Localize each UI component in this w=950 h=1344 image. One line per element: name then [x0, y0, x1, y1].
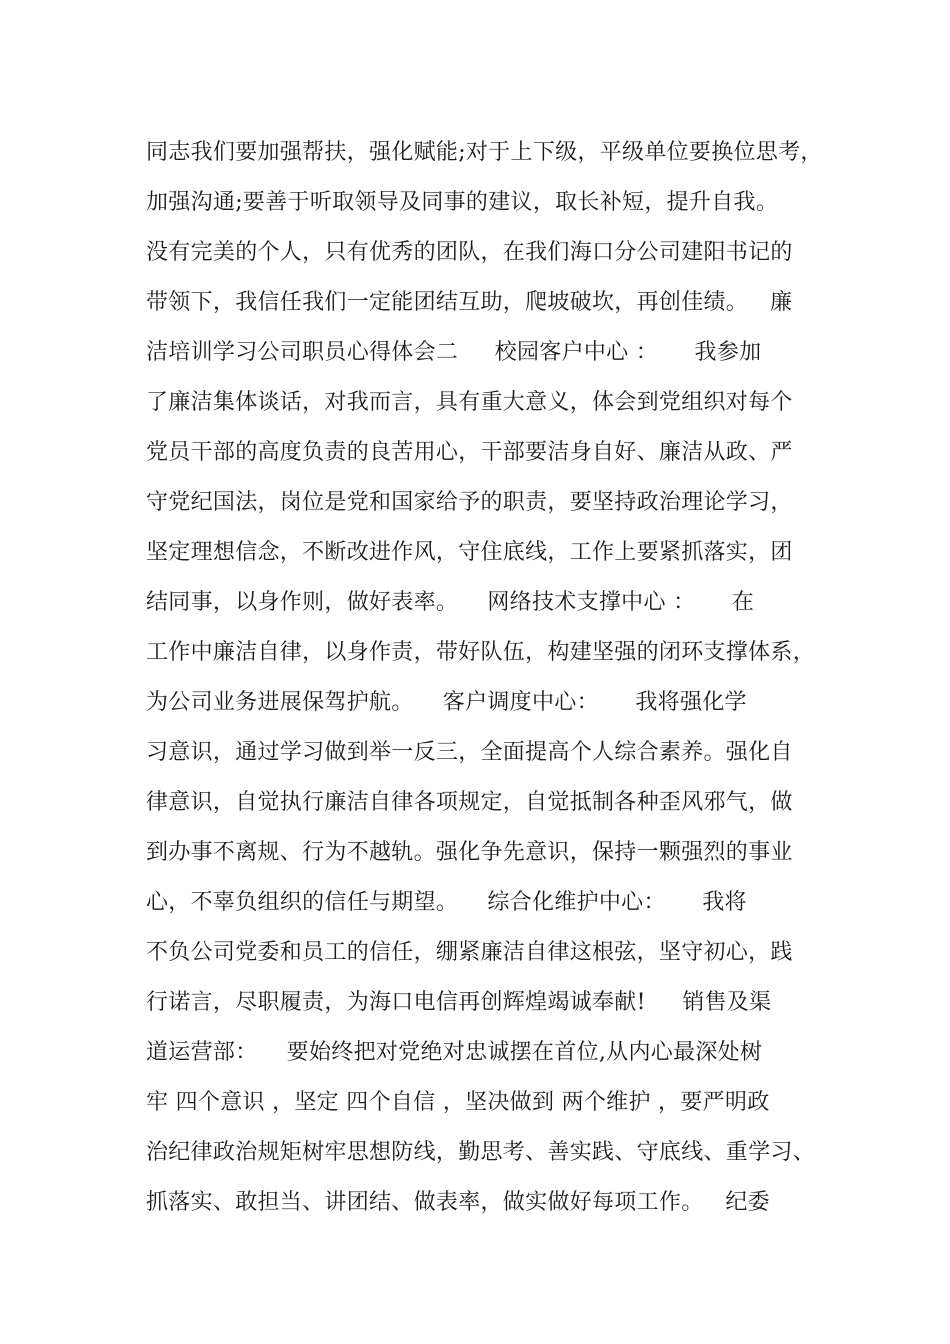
- text-line: 了廉洁集体谈话，对我而言，具有重大意义，体会到党组织对每个: [146, 390, 793, 415]
- text-line: 习意识，通过学习做到举一反三，全面提高个人综合素养。强化自: [146, 740, 793, 765]
- text-line: 到办事不离规、行为不越轨。强化争先意识，保持一颗强烈的事业: [146, 840, 793, 865]
- text-line: 心，不辜负组织的信任与期望。 综合化维护中心： 我将: [146, 890, 747, 915]
- text-line: 牢 四个意识 ，坚定 四个自信 ，坚决做到 两个维护 ，要严明政: [146, 1090, 770, 1115]
- text-line: 为公司业务进展保驾护航。 客户调度中心： 我将强化学: [146, 690, 747, 715]
- text-line: 结同事，以身作则，做好表率。 网络技术支撑中心 ： 在: [146, 590, 755, 615]
- text-line: 不负公司党委和员工的信任，绷紧廉洁自律这根弦，坚守初心，践: [146, 940, 793, 965]
- text-line: 抓落实、敢担当、讲团结、做表率，做实做好每项工作。 纪委: [146, 1190, 770, 1215]
- text-line: 治纪律政治规矩树牢思想防线，勤思考、善实践、守底线、重学习、: [146, 1140, 816, 1165]
- text-line: 没有完美的个人，只有优秀的团队，在我们海口分公司建阳书记的: [146, 240, 793, 265]
- text-line: 同志我们要加强帮扶，强化赋能;对于上下级，平级单位要换位思考，: [146, 140, 823, 165]
- text-line: 党员干部的高度负责的良苦用心，干部要洁身自好、廉洁从政、严: [146, 440, 793, 465]
- body-text: [146, 128, 826, 1228]
- text-line: 加强沟通;要善于听取领导及同事的建议，取长补短，提升自我。: [146, 190, 779, 215]
- text-line: 行诺言，尽职履责，为海口电信再创辉煌竭诚奉献! 销售及渠: [146, 990, 772, 1015]
- text-line: 工作中廉洁自律，以身作责，带好队伍，构建坚强的闭环支撑体系，: [146, 640, 816, 665]
- text-line: 坚定理想信念，不断改进作风，守住底线，工作上要紧抓落实，团: [146, 540, 793, 565]
- text-line: 洁培训学习公司职员心得体会二 校园客户中心 ： 我参加: [146, 340, 762, 365]
- text-line: 道运营部： 要始终把对党绝对忠诚摆在首位,从内心最深处树: [146, 1040, 763, 1065]
- text-line: 守党纪国法，岗位是党和国家给予的职责，要坚持政治理论学习，: [146, 490, 793, 515]
- text-line: 律意识，自觉执行廉洁自律各项规定，自觉抵制各种歪风邪气，做: [146, 790, 793, 815]
- text-line: 带领下，我信任我们一定能团结互助，爬坡破坎，再创佳绩。 廉: [146, 290, 793, 315]
